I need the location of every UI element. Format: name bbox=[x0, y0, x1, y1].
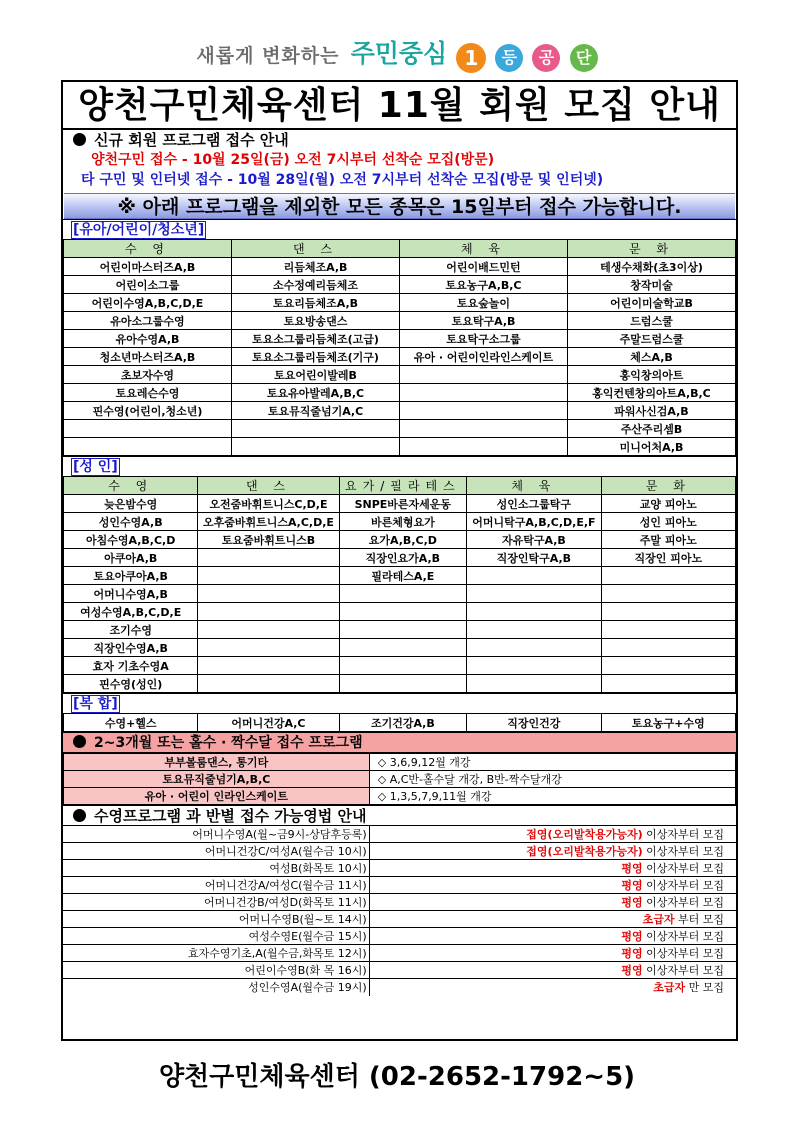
swim-requirement bbox=[369, 843, 736, 860]
bimonthly-note: ◇ A,C반-홀수달 개강, B반-짝수달개강 bbox=[369, 771, 735, 788]
table-cell: 어린이미술학교B bbox=[568, 294, 736, 312]
table-cell bbox=[339, 603, 467, 621]
table-row bbox=[64, 384, 736, 402]
table-cell bbox=[601, 567, 735, 585]
bullet-icon bbox=[73, 735, 86, 748]
table-cell: 어린이수영A,B,C,D,E bbox=[64, 294, 232, 312]
table-cell: 토요숲놀이 bbox=[400, 294, 568, 312]
adult-table bbox=[63, 476, 736, 693]
table-cell: 토요농구A,B,C bbox=[400, 276, 568, 294]
swim-rules-body bbox=[63, 826, 736, 996]
table-cell bbox=[601, 639, 735, 657]
swim-requirement bbox=[369, 945, 736, 962]
table-cell: 어린이소그룹 bbox=[64, 276, 232, 294]
table-cell: 조기수영 bbox=[64, 621, 198, 639]
swim-level-suffix: 이상자부터 모집 bbox=[642, 828, 724, 841]
table-cell bbox=[198, 621, 339, 639]
table-row bbox=[64, 754, 736, 771]
table-cell: 어머니수영A,B bbox=[64, 585, 198, 603]
table-row bbox=[63, 962, 736, 979]
table-cell: 토요방송댄스 bbox=[232, 312, 400, 330]
table-cell bbox=[601, 621, 735, 639]
adult-col-header: 수 영 bbox=[64, 477, 198, 495]
table-row bbox=[64, 549, 736, 567]
table-cell: 청소년마스터즈A,B bbox=[64, 348, 232, 366]
bullet-icon bbox=[73, 133, 86, 146]
table-cell: 테생수채화(초3이상) bbox=[568, 258, 736, 276]
table-row bbox=[64, 312, 736, 330]
table-cell bbox=[467, 621, 601, 639]
table-row bbox=[64, 657, 736, 675]
table-cell bbox=[339, 585, 467, 603]
table-cell: 직장인탁구A,B bbox=[467, 549, 601, 567]
table-cell bbox=[339, 639, 467, 657]
table-cell: 토요아쿠아A,B bbox=[64, 567, 198, 585]
table-cell bbox=[198, 549, 339, 567]
swim-requirement bbox=[369, 877, 736, 894]
swim-program: 어머니건강B/여성D(화목토 11시) bbox=[63, 894, 369, 911]
swim-requirement bbox=[369, 962, 736, 979]
table-cell: 소수정예리듬체조 bbox=[232, 276, 400, 294]
table-cell: 토요레슨수영 bbox=[64, 384, 232, 402]
table-cell: 요가A,B,C,D bbox=[339, 531, 467, 549]
combined-label-text: [복 합] bbox=[73, 696, 118, 712]
table-cell: 홍익컨텐창의아트A,B,C bbox=[568, 384, 736, 402]
combined-table bbox=[63, 713, 736, 732]
swim-program: 성인수영A(월수금 19시) bbox=[63, 979, 369, 996]
table-cell: 어머니탁구A,B,C,D,E,F bbox=[467, 513, 601, 531]
swim-requirement bbox=[369, 928, 736, 945]
table-cell bbox=[339, 621, 467, 639]
adult-header-row bbox=[64, 477, 736, 495]
swim-rules-heading-text: 수영프로그램 과 반별 접수 가능영법 안내 bbox=[94, 807, 367, 825]
table-cell bbox=[400, 384, 568, 402]
table-row bbox=[64, 402, 736, 420]
table-cell bbox=[198, 567, 339, 585]
table-cell: 수영+헬스 bbox=[64, 714, 198, 732]
table-row bbox=[64, 788, 736, 805]
youth-body bbox=[64, 258, 736, 456]
table-cell bbox=[64, 438, 232, 456]
table-row bbox=[64, 771, 736, 788]
table-cell: 토요소그룹리듬체조(고급) bbox=[232, 330, 400, 348]
table-row bbox=[64, 366, 736, 384]
table-row bbox=[64, 531, 736, 549]
bimonthly-heading-text: 2~3개월 또는 홀수 · 짝수달 접수 프로그램 bbox=[94, 735, 363, 751]
table-row bbox=[64, 258, 736, 276]
swim-level: 접영(오리발착용가능자) bbox=[526, 845, 643, 858]
adult-col-header: 댄 스 bbox=[198, 477, 339, 495]
table-cell: 유아소그룹수영 bbox=[64, 312, 232, 330]
swim-level-suffix: 이상자부터 모집 bbox=[642, 845, 724, 858]
swim-level: 초급자 bbox=[642, 913, 675, 926]
table-row bbox=[64, 585, 736, 603]
swim-program: 어머니건강C/여성A(월수금 10시) bbox=[63, 843, 369, 860]
table-cell: 늦은밤수영 bbox=[64, 495, 198, 513]
swim-level: 접영(오리발착용가능자) bbox=[526, 828, 643, 841]
youth-header-row bbox=[64, 240, 736, 258]
table-cell bbox=[400, 420, 568, 438]
youth-col-header: 댄 스 bbox=[232, 240, 400, 258]
table-cell: 어린이배드민턴 bbox=[400, 258, 568, 276]
slogan-prefix: 새롭게 변화하는 bbox=[196, 45, 340, 67]
table-cell bbox=[601, 675, 735, 693]
table-cell: 성인수영A,B bbox=[64, 513, 198, 531]
slogan bbox=[0, 34, 794, 74]
slogan-badge-3: 공 bbox=[532, 44, 560, 72]
swim-level: 평영 bbox=[621, 930, 643, 943]
table-cell: 아침수영A,B,C,D bbox=[64, 531, 198, 549]
table-cell bbox=[198, 603, 339, 621]
table-cell: 여성수영A,B,C,D,E bbox=[64, 603, 198, 621]
table-cell: 주산주리셈B bbox=[568, 420, 736, 438]
swim-program: 여성수영E(월수금 15시) bbox=[63, 928, 369, 945]
swim-level: 평영 bbox=[621, 947, 643, 960]
table-cell: 직장인요가A,B bbox=[339, 549, 467, 567]
swim-level-suffix: 이상자부터 모집 bbox=[642, 862, 724, 875]
table-cell: 유아수영A,B bbox=[64, 330, 232, 348]
table-cell bbox=[467, 603, 601, 621]
table-cell bbox=[400, 366, 568, 384]
slogan-main: 주민중심 bbox=[350, 39, 448, 68]
swim-level-suffix: 이상자부터 모집 bbox=[642, 896, 724, 909]
table-cell bbox=[467, 675, 601, 693]
swim-program: 어머니수영A(월~금9시-상담후등록) bbox=[63, 826, 369, 843]
table-cell: 토요줌바휘트니스B bbox=[198, 531, 339, 549]
swim-level-suffix: 이상자부터 모집 bbox=[642, 879, 724, 892]
swim-requirement bbox=[369, 911, 736, 928]
swim-level-suffix: 이상자부터 모집 bbox=[642, 964, 724, 977]
swim-program: 여성B(화목토 10시) bbox=[63, 860, 369, 877]
table-cell bbox=[467, 639, 601, 657]
table-cell: 오후줌바휘트니스A,C,D,E bbox=[198, 513, 339, 531]
adult-label-text: [성 인] bbox=[73, 459, 118, 475]
table-cell: 파워사신검A,B bbox=[568, 402, 736, 420]
table-row bbox=[63, 860, 736, 877]
table-cell bbox=[601, 585, 735, 603]
new-member-heading-text: 신규 회원 프로그램 접수 안내 bbox=[94, 131, 289, 149]
bullet-icon bbox=[73, 809, 86, 822]
combined-label bbox=[63, 693, 736, 713]
table-row bbox=[63, 945, 736, 962]
table-cell bbox=[198, 657, 339, 675]
table-row bbox=[63, 928, 736, 945]
table-row bbox=[63, 843, 736, 860]
table-cell: 창작미술 bbox=[568, 276, 736, 294]
table-cell bbox=[64, 420, 232, 438]
table-cell: 토요탁구A,B bbox=[400, 312, 568, 330]
swim-level: 초급자 bbox=[653, 981, 686, 995]
table-cell: 토요소그룹리듬체조(기구) bbox=[232, 348, 400, 366]
table-cell: 어머니건강A,C bbox=[198, 714, 339, 732]
adult-col-header: 문 화 bbox=[601, 477, 735, 495]
table-cell: 직장인건강 bbox=[467, 714, 601, 732]
table-cell: 토요어린이발레B bbox=[232, 366, 400, 384]
table-row bbox=[63, 826, 736, 843]
table-cell: 필라테스A,E bbox=[339, 567, 467, 585]
swim-requirement bbox=[369, 826, 736, 843]
slogan-badge-4: 단 bbox=[570, 44, 598, 72]
bimonthly-program: 부부볼룸댄스, 통기타 bbox=[64, 754, 370, 771]
table-cell: 핀수영(성인) bbox=[64, 675, 198, 693]
page-title: 양천구민체육센터 11월 회원 모집 안내 bbox=[63, 82, 736, 130]
youth-col-header: 수 영 bbox=[64, 240, 232, 258]
table-cell: 핀수영(어린이,청소년) bbox=[64, 402, 232, 420]
table-cell bbox=[400, 438, 568, 456]
swim-level: 평영 bbox=[621, 896, 643, 909]
table-cell bbox=[339, 675, 467, 693]
table-row bbox=[64, 603, 736, 621]
table-row bbox=[64, 567, 736, 585]
swim-program: 어머니수영B(월~토 14시) bbox=[63, 911, 369, 928]
table-cell: 바른체형요가 bbox=[339, 513, 467, 531]
table-cell bbox=[467, 657, 601, 675]
table-cell: 어린이마스터즈A,B bbox=[64, 258, 232, 276]
table-cell bbox=[601, 603, 735, 621]
new-member-heading bbox=[63, 130, 736, 150]
adult-col-header: 요가/필라테스 bbox=[339, 477, 467, 495]
table-cell: 드럼스쿨 bbox=[568, 312, 736, 330]
swim-requirement bbox=[369, 979, 736, 996]
notice-banner: ※ 아래 프로그램을 제외한 모든 종목은 15일부터 접수 가능합니다. bbox=[64, 193, 735, 219]
table-row bbox=[64, 420, 736, 438]
adult-col-header: 체 육 bbox=[467, 477, 601, 495]
table-cell: 유아 · 어린이인라인스케이트 bbox=[400, 348, 568, 366]
table-cell: 토요유아발레A,B,C bbox=[232, 384, 400, 402]
bimonthly-table bbox=[63, 753, 736, 805]
table-row bbox=[64, 276, 736, 294]
table-row bbox=[64, 330, 736, 348]
adult-label bbox=[63, 456, 736, 476]
table-cell: 성인 피아노 bbox=[601, 513, 735, 531]
swim-level: 평영 bbox=[621, 862, 643, 875]
table-row bbox=[64, 294, 736, 312]
table-cell: 토요리듬체조A,B bbox=[232, 294, 400, 312]
table-cell bbox=[198, 639, 339, 657]
table-cell bbox=[232, 420, 400, 438]
swim-level: 평영 bbox=[621, 879, 643, 892]
table-cell: 성인소그룹탁구 bbox=[467, 495, 601, 513]
table-cell: 미니어처A,B bbox=[568, 438, 736, 456]
table-cell: 토요뮤직줄넘기A,C bbox=[232, 402, 400, 420]
bimonthly-heading bbox=[63, 732, 736, 753]
bimonthly-body bbox=[64, 754, 736, 805]
adult-body bbox=[64, 495, 736, 693]
table-row bbox=[63, 979, 736, 996]
swim-rules-table bbox=[63, 825, 736, 996]
table-row bbox=[64, 639, 736, 657]
table-row bbox=[64, 621, 736, 639]
swim-program: 어머니건강A/여성C(월수금 11시) bbox=[63, 877, 369, 894]
swim-level-suffix: 부터 모집 bbox=[674, 913, 724, 926]
table-cell: 자유탁구A,B bbox=[467, 531, 601, 549]
youth-label-text: [유아/어린이/청소년] bbox=[73, 222, 205, 238]
table-cell: 직장인 피아노 bbox=[601, 549, 735, 567]
youth-table bbox=[63, 239, 736, 456]
bimonthly-note: ◇ 3,6,9,12월 개강 bbox=[369, 754, 735, 771]
table-row bbox=[64, 348, 736, 366]
table-cell: 리듬체조A,B bbox=[232, 258, 400, 276]
table-cell: 홍익창의아트 bbox=[568, 366, 736, 384]
swim-level-suffix: 이상자부터 모집 bbox=[642, 947, 724, 960]
table-cell: 주말 피아노 bbox=[601, 531, 735, 549]
table-cell bbox=[601, 657, 735, 675]
table-cell: 초보자수영 bbox=[64, 366, 232, 384]
table-cell: 교양 피아노 bbox=[601, 495, 735, 513]
table-cell bbox=[232, 438, 400, 456]
slogan-badge-1: 1 bbox=[456, 43, 486, 73]
table-cell bbox=[339, 657, 467, 675]
table-cell: SNPE바른자세운동 bbox=[339, 495, 467, 513]
table-row bbox=[64, 513, 736, 531]
swim-level-suffix: 만 모집 bbox=[685, 981, 724, 995]
footer-contact: 양천구민체육센터 (02-2652-1792~5) bbox=[158, 1062, 636, 1092]
youth-col-header: 문 화 bbox=[568, 240, 736, 258]
swim-level-suffix: 이상자부터 모집 bbox=[642, 930, 724, 943]
table-row bbox=[63, 894, 736, 911]
table-cell: 주말드럼스쿨 bbox=[568, 330, 736, 348]
table-cell: 효자 기초수영A bbox=[64, 657, 198, 675]
table-cell bbox=[467, 567, 601, 585]
table-cell: 아쿠아A,B bbox=[64, 549, 198, 567]
table-cell: 토요탁구소그룹 bbox=[400, 330, 568, 348]
combined-row bbox=[64, 714, 736, 732]
table-cell: 조기건강A,B bbox=[339, 714, 467, 732]
swim-program: 효자수영기초,A(월수금,화목토 12시) bbox=[63, 945, 369, 962]
table-row bbox=[63, 877, 736, 894]
table-row bbox=[64, 495, 736, 513]
table-cell: 체스A,B bbox=[568, 348, 736, 366]
table-cell bbox=[198, 585, 339, 603]
table-row bbox=[63, 911, 736, 928]
table-row bbox=[64, 438, 736, 456]
slogan-badge-2: 등 bbox=[495, 44, 523, 72]
table-cell: 토요농구+수영 bbox=[601, 714, 735, 732]
notice-frame bbox=[61, 80, 738, 1041]
table-cell bbox=[467, 585, 601, 603]
swim-requirement bbox=[369, 860, 736, 877]
table-cell bbox=[400, 402, 568, 420]
swim-program: 어린이수영B(화 목 16시) bbox=[63, 962, 369, 979]
bimonthly-program: 유아 · 어린이 인라인스케이트 bbox=[64, 788, 370, 805]
table-cell bbox=[198, 675, 339, 693]
youth-label bbox=[63, 219, 736, 239]
table-row bbox=[64, 675, 736, 693]
bimonthly-program: 토요뮤직줄넘기A,B,C bbox=[64, 771, 370, 788]
swim-requirement bbox=[369, 894, 736, 911]
table-cell: 오전줌바휘트니스C,D,E bbox=[198, 495, 339, 513]
table-cell: 직장인수영A,B bbox=[64, 639, 198, 657]
nonresident-notice: 타 구민 및 인터넷 접수 - 10월 28일(월) 오전 7시부터 선착순 모집(방문 및 인터넷) bbox=[81, 172, 604, 188]
swim-rules-heading bbox=[63, 805, 736, 825]
swim-level: 평영 bbox=[621, 964, 643, 977]
resident-notice: 양천구민 접수 - 10월 25일(금) 오전 7시부터 선착순 모집(방문) bbox=[91, 152, 495, 168]
youth-col-header: 체 육 bbox=[400, 240, 568, 258]
bimonthly-note: ◇ 1,3,5,7,9,11월 개강 bbox=[369, 788, 735, 805]
